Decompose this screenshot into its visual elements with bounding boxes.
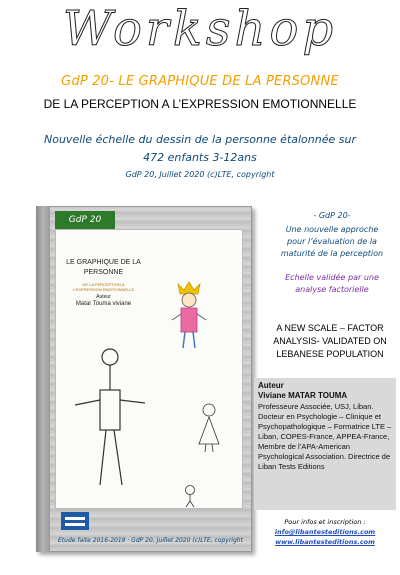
child-drawing-colored [168, 280, 210, 352]
author-label: Auteur [258, 381, 284, 390]
approach-line2: pour l’évaluation de la [287, 237, 377, 246]
english-scale-line1: A NEW SCALE – FACTOR [276, 323, 384, 333]
book-tag: GdP 20 [55, 211, 115, 229]
scale-description-line2: 472 enfants 3-12ans [143, 151, 257, 164]
subtitle: DE LA PERCEPTION A L’EXPRESSION EMOTIONNELLE [43, 97, 357, 111]
validation-line2: analyse factorielle [295, 285, 369, 294]
author-box [254, 378, 396, 510]
book-title [56, 258, 151, 278]
book-title-line1: LE GRAPHIQUE DE LA [66, 259, 141, 266]
author-name: Viviane MATAR TOUMA [258, 391, 348, 400]
validation-line1: Echelle validée par une [285, 273, 379, 282]
approach-line1: Une nouvelle approche [285, 225, 379, 234]
book-subtitle-line2: L’EXPRESSION EMOTIONNELLE [72, 287, 135, 292]
child-drawing-small [196, 402, 222, 454]
child-drawing-large [70, 345, 150, 495]
english-scale-text [258, 322, 400, 361]
book-auteur: Auteur [96, 294, 111, 300]
validation-text [262, 272, 400, 296]
author-bio: Professeure Associée, USJ, Liban. Docteur en Psychologie – Clinique et Psychopathologique – Formatrice LTE – Liban, COPES-France, APPEA-France, Membre de l’APA-American Psychological Association. Directrice de Liban Tests Editions [258, 402, 392, 471]
approach-line3: maturité de la perception [280, 249, 384, 258]
english-scale-line3: LEBANESE POPULATION [276, 349, 384, 359]
contact-website-link[interactable]: www.libantesteditions.com [275, 538, 375, 546]
book-author-name: Matar Touma viviane [75, 301, 132, 307]
book-subtitle-line1: DE LA PERCEPTION A [82, 282, 125, 287]
book-credit: Etude faite 2016-2019 · GdP 20, Juillet 2020 (c)LTE, copyright [58, 537, 243, 544]
scale-description-line1: Nouvelle échelle du dessin de la personne étalonnée sur [44, 133, 356, 146]
scale-description [12, 131, 388, 167]
book-subtitle [56, 282, 151, 292]
book-title-line2: PERSONNE [83, 269, 124, 276]
contact-info [254, 517, 396, 547]
contact-email-link[interactable]: info@libantesteditions.com [274, 528, 376, 536]
contact-intro: Pour infos et inscription : [284, 518, 366, 526]
gdp-label: - GdP 20- [313, 211, 351, 220]
gdp-title: GdP 20- LE GRAPHIQUE DE LA PERSONNE [61, 74, 339, 89]
approach-text [262, 224, 400, 260]
lte-logo-icon [61, 512, 89, 530]
header-copyright: GdP 20, Juillet 2020 (c)LTE, copyright [125, 170, 275, 179]
english-scale-line2: ANALYSIS- VALIDATED ON [273, 336, 387, 346]
workshop-title: Workshop [62, 1, 338, 57]
child-drawing-tiny [183, 484, 197, 508]
book-spine [36, 206, 50, 552]
